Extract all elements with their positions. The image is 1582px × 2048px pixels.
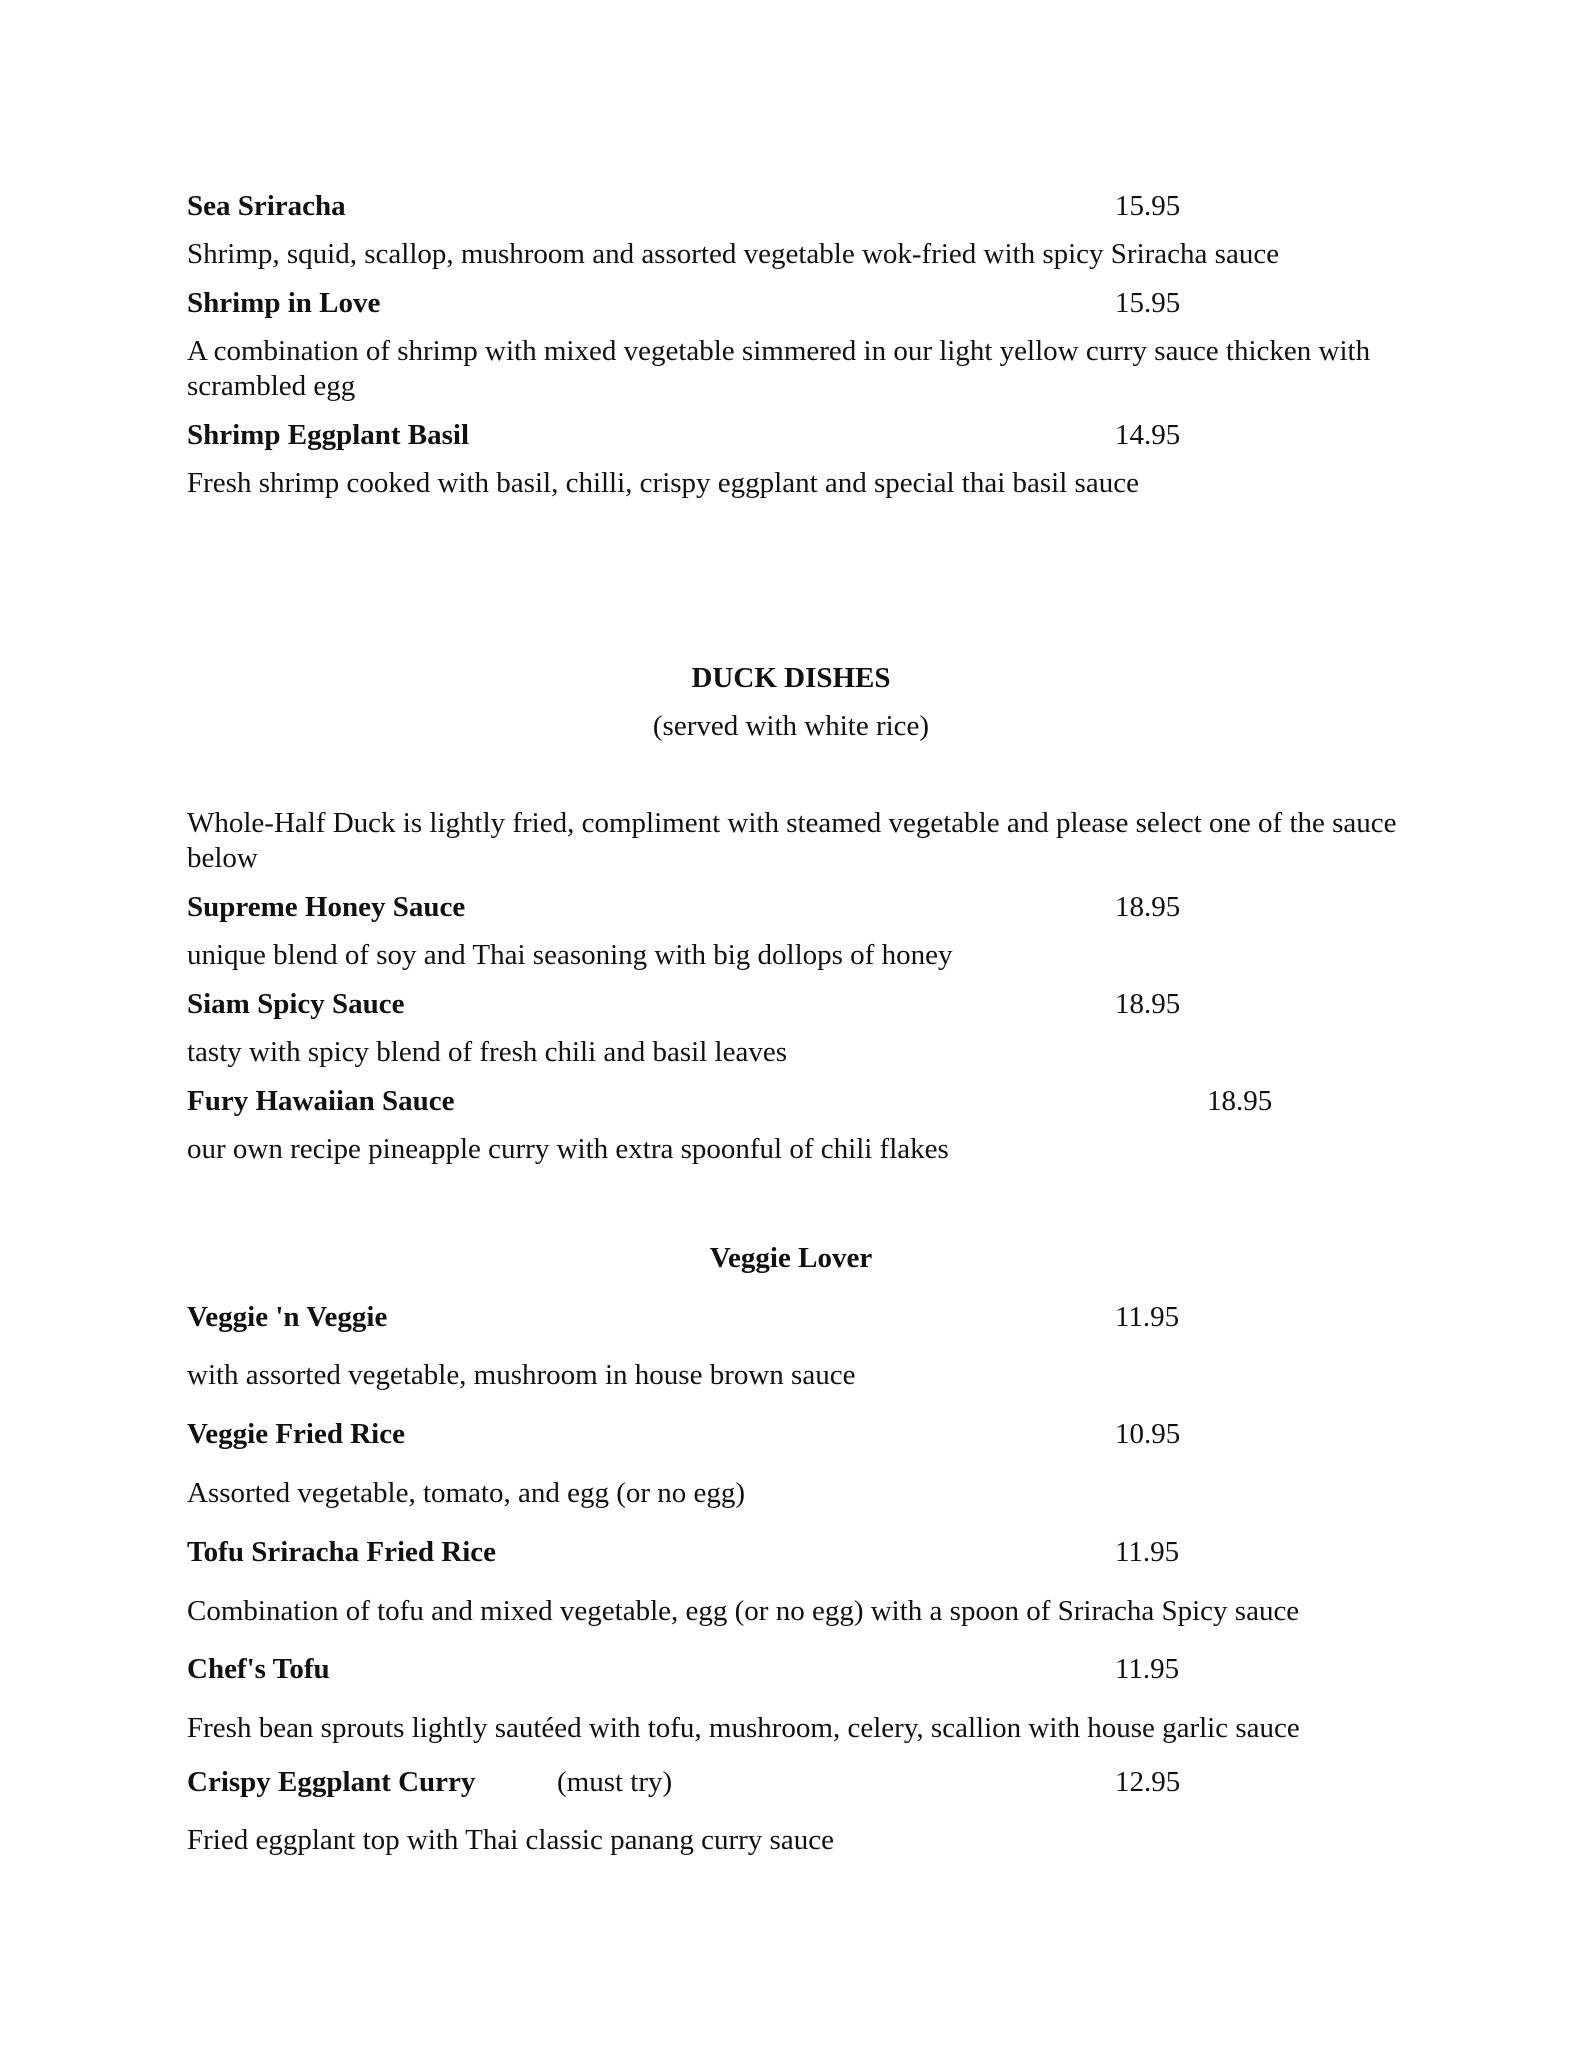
item-price-sea-sriracha: 15.95 [1115, 190, 1181, 222]
duck-intro-text: Whole-Half Duck is lightly fried, compliment with steamed vegetable and please select one of the sauce below [187, 807, 1397, 874]
item-price-chefs-tofu: 11.95 [1115, 1653, 1180, 1685]
item-name-fury-hawaiian-sauce: Fury Hawaiian Sauce [187, 1085, 455, 1117]
item-description-tofu-sriracha-fried-rice: Combination of tofu and mixed vegetable, egg (or no egg) with a spoon of Sriracha Spicy sauce [187, 1595, 1300, 1627]
item-name-supreme-honey-sauce: Supreme Honey Sauce [187, 891, 466, 923]
item-description-chefs-tofu: Fresh bean sprouts lightly sautéed with tofu, mushroom, celery, scallion with house garlic sauce [187, 1712, 1300, 1744]
item-price-veggie-n-veggie: 11.95 [1115, 1301, 1180, 1333]
item-price-veggie-fried-rice: 10.95 [1115, 1418, 1181, 1450]
item-price-crispy-eggplant-curry: 12.95 [1115, 1766, 1181, 1798]
item-description-supreme-honey-sauce: unique blend of soy and Thai seasoning with big dollops of honey [187, 939, 953, 971]
section-title-duck-dishes: DUCK DISHES [691, 662, 891, 694]
item-name-shrimp-in-love: Shrimp in Love [187, 287, 381, 319]
item-price-siam-spicy-sauce: 18.95 [1115, 988, 1181, 1020]
item-description-shrimp-eggplant-basil: Fresh shrimp cooked with basil, chilli, crispy eggplant and special thai basil sauce [187, 467, 1139, 499]
item-price-supreme-honey-sauce: 18.95 [1115, 891, 1181, 923]
item-note-must-try: (must try) [557, 1766, 673, 1798]
item-description-veggie-fried-rice: Assorted vegetable, tomato, and egg (or no egg) [187, 1477, 746, 1509]
item-price-shrimp-in-love: 15.95 [1115, 287, 1181, 319]
item-price-tofu-sriracha-fried-rice: 11.95 [1115, 1536, 1180, 1568]
item-name-sea-sriracha: Sea Sriracha [187, 190, 346, 222]
item-description-siam-spicy-sauce: tasty with spicy blend of fresh chili and basil leaves [187, 1036, 787, 1068]
item-price-fury-hawaiian-sauce: 18.95 [1207, 1085, 1273, 1117]
item-description-fury-hawaiian-sauce: our own recipe pineapple curry with extra spoonful of chili flakes [187, 1133, 949, 1165]
item-name-siam-spicy-sauce: Siam Spicy Sauce [187, 988, 405, 1020]
section-subtitle-duck-dishes: (served with white rice) [652, 710, 930, 742]
item-name-tofu-sriracha-fried-rice: Tofu Sriracha Fried Rice [187, 1536, 497, 1568]
item-name-veggie-n-veggie: Veggie 'n Veggie [187, 1301, 388, 1333]
item-name-shrimp-eggplant-basil: Shrimp Eggplant Basil [187, 419, 470, 451]
item-description-sea-sriracha: Shrimp, squid, scallop, mushroom and assorted vegetable wok-fried with spicy Sriracha sauce [187, 238, 1280, 270]
item-name-crispy-eggplant-curry: Crispy Eggplant Curry [187, 1766, 476, 1798]
item-description-crispy-eggplant-curry: Fried eggplant top with Thai classic panang curry sauce [187, 1824, 834, 1856]
item-name-chefs-tofu: Chef's Tofu [187, 1653, 330, 1685]
section-title-veggie-lover: Veggie Lover [709, 1242, 873, 1274]
item-description-veggie-n-veggie: with assorted vegetable, mushroom in house brown sauce [187, 1359, 856, 1391]
item-description-shrimp-in-love: A combination of shrimp with mixed vegetable simmered in our light yellow curry sauce thicken with scrambled egg [187, 335, 1371, 402]
item-name-veggie-fried-rice: Veggie Fried Rice [187, 1418, 405, 1450]
item-price-shrimp-eggplant-basil: 14.95 [1115, 419, 1181, 451]
